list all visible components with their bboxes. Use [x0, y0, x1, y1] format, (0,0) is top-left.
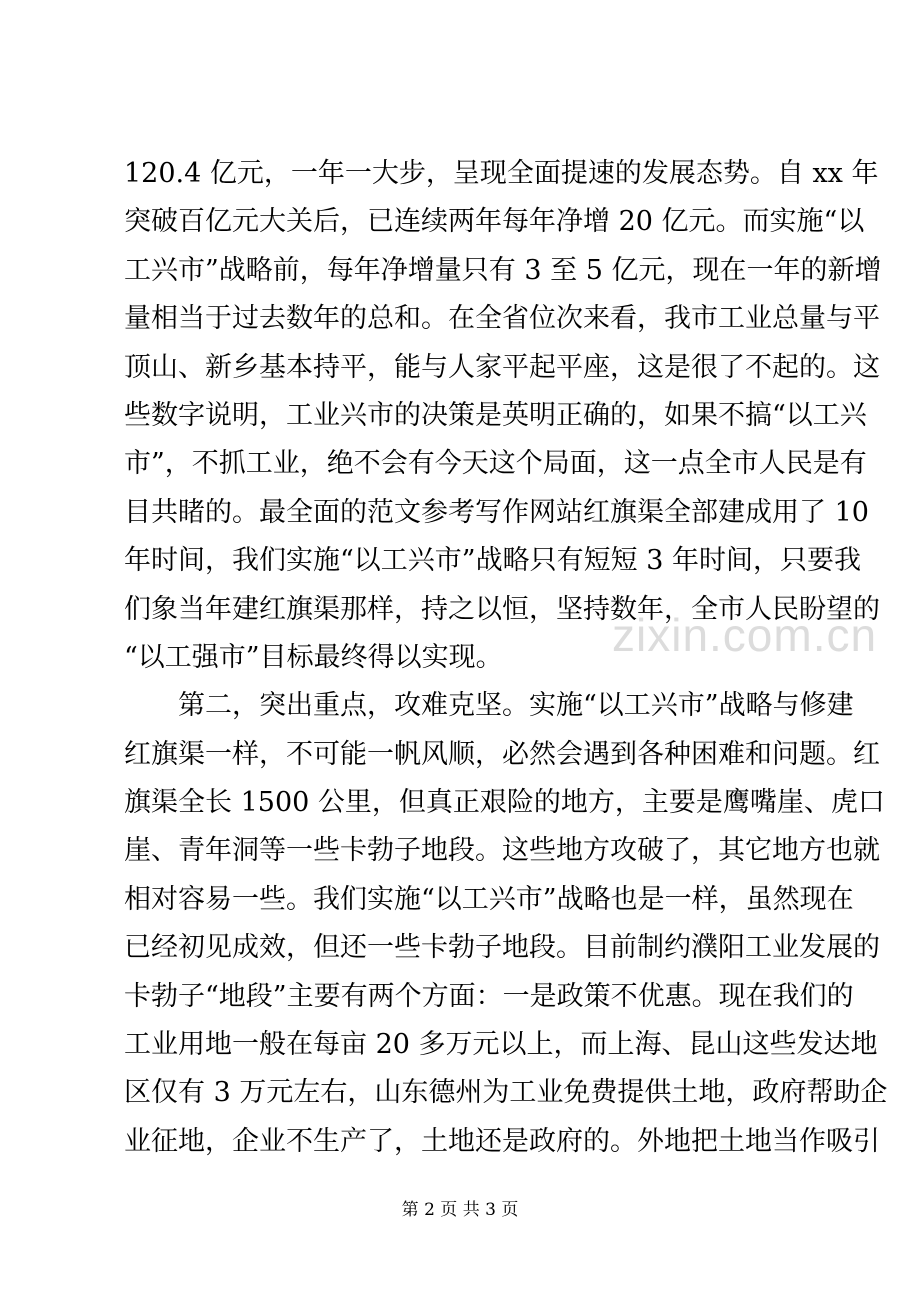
- text-line: 目共睹的。最全面的范文参考写作网站红旗渠全部建成用了 10: [124, 496, 869, 528]
- text-line: 工兴市”战略前，每年净增量只有 3 至 5 亿元，现在一年的新增: [124, 254, 882, 286]
- text-line: 区仅有 3 万元左右，山东德州为工业免费提供土地，政府帮助企: [124, 1077, 888, 1109]
- text-line: 已经初见成效，但还一些卡勃子地段。目前制约濮阳工业发展的: [124, 932, 880, 964]
- text-line: 量相当于过去数年的总和。在全省位次来看，我市工业总量与平: [124, 303, 880, 335]
- text-line: 突破百亿元大关后，已连续两年每年净增 20 亿元。而实施“以: [124, 206, 865, 238]
- watermark: zixin.com.cn: [612, 609, 878, 661]
- paragraph-2: [124, 682, 888, 1166]
- text-line: 红旗渠一样，不可能一帆风顺，必然会遇到各种困难和问题。红: [124, 738, 880, 770]
- page-footer: [0, 1198, 920, 1222]
- text-line: 第二，突出重点，攻难克坚。实施“以工兴市”战略与修建: [178, 690, 854, 722]
- text-line: “以工强市”目标最终得以实现。: [124, 641, 503, 673]
- text-line: 崖、青年洞等一些卡勃子地段。这些地方攻破了，其它地方也就: [124, 835, 880, 867]
- body-text: [124, 150, 888, 1166]
- text-line: 工业用地一般在每亩 20 多万元以上，而上海、昆山这些发达地: [124, 1029, 878, 1061]
- text-line: 顶山、新乡基本持平，能与人家平起平座，这是很了不起的。这: [124, 351, 880, 383]
- text-line: 年时间，我们实施“以工兴市”战略只有短短 3 年时间，只要我: [124, 545, 861, 577]
- page-number: 第 2 页 共 3 页: [401, 1200, 519, 1220]
- text-line: 120.4 亿元，一年一大步，呈现全面提速的发展态势。自 xx 年: [124, 158, 879, 189]
- text-line: 市”，不抓工业，绝不会有今天这个局面，这一点全市人民是有: [124, 448, 867, 480]
- text-line: 旗渠全长 1500 公里，但真正艰险的地方，主要是鹰嘴崖、虎口: [124, 787, 885, 819]
- paragraph-1: [124, 150, 882, 682]
- text-line: 业征地，企业不生产了，土地还是政府的。外地把土地当作吸引: [124, 1125, 880, 1157]
- text-line: 些数字说明，工业兴市的决策是英明正确的，如果不搞“以工兴: [124, 399, 867, 431]
- text-line: 卡勃子“地段”主要有两个方面：一是政策不优惠。现在我们的: [124, 980, 854, 1012]
- text-line: 相对容易一些。我们实施“以工兴市”战略也是一样，虽然现在: [124, 883, 854, 915]
- text-line: 们象当年建红旗渠那样，持之以恒，坚持数年，全市人民盼望的: [124, 593, 880, 625]
